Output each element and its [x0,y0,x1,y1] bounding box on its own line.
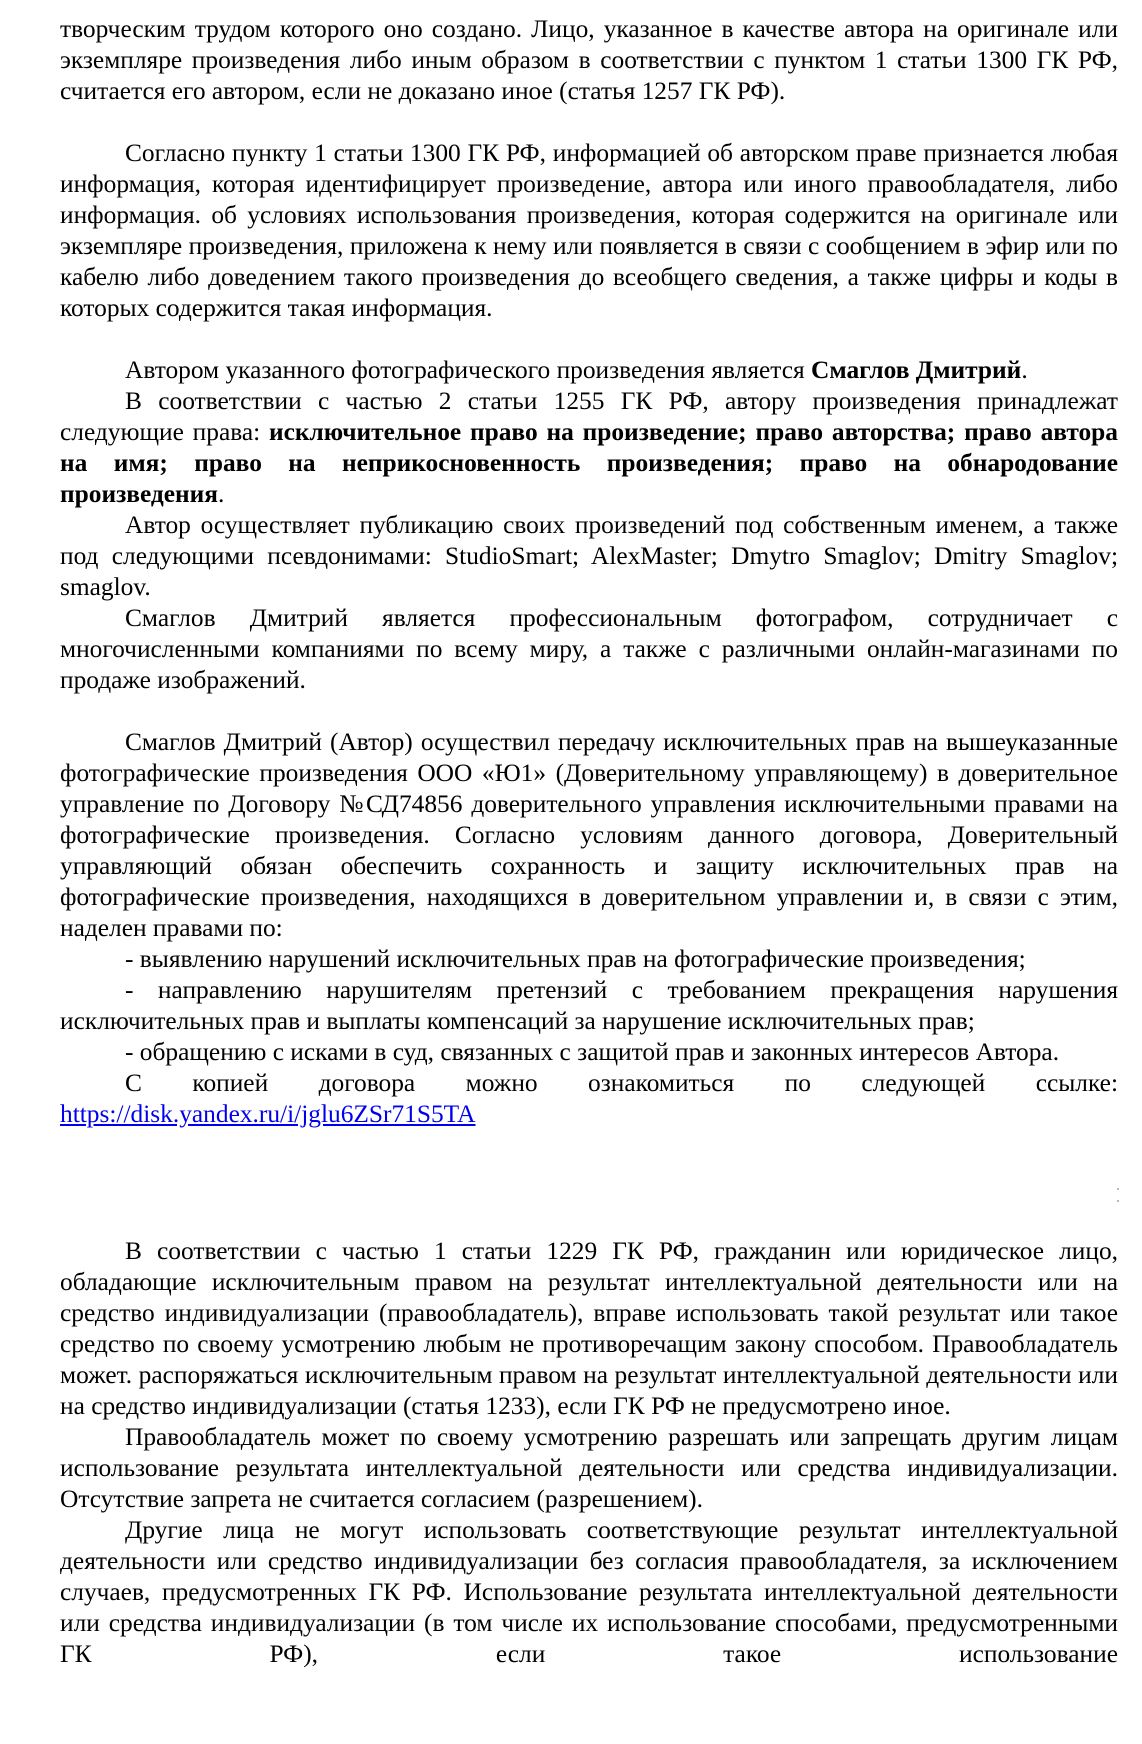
paragraph-permission: Правообладатель может по своему усмотрению разрешать или запрещать другим лицам использование результата интеллектуальной деятельности или средства индивидуализации. Отсутствие запрета не считается согласием (разрешением). [60,1423,1118,1513]
contract-link-line [60,1099,1118,1130]
paragraph-author-definition: творческим трудом которого оно создано. Лицо, указанное в качестве автора на оригинале или экземпляре произведения либо иным образом в соответствии с пунктом 1 статьи 1300 ГК РФ, считается его автором, если не доказано иное (статья 1257 ГК РФ). [60,15,1118,105]
rights-intro-text: В соответствии с частью 2 статьи 1255 ГК РФ, автору произведения принадлежат следующие права: [60,387,1118,446]
paragraph-exclusive-right: В соответствии с частью 1 статьи 1229 ГК РФ, гражданин или юридическое лицо, обладающие исключительным правом на результат интеллектуальной деятельности или на средство индивидуализации (правообладатель), вправе использовать такой результат или такое средство по своему усмотрению любым не противоречащим закону способом. Правообладатель может. распоряжаться исключительным правом на результат интеллектуальной деятельности или на средство индивидуализации (статья 1233), если ГК РФ не предусмотрено иное. [60,1237,1118,1420]
document-page [60,14,1118,1670]
blank-line [60,696,1118,727]
scan-artifact-dot [1117,1188,1119,1190]
blank-space [60,1130,1118,1236]
paragraph-photographer: Смаглов Дмитрий является профессиональным фотографом, сотрудничает с многочисленными компаниями по всему миру, а также с различными онлайн-магазинами по продаже изображений. [60,604,1118,694]
blank-line [60,324,1118,355]
author-intro-text: Автором указанного фотографического произведения является [125,356,811,384]
period: . [218,480,225,508]
blank-line [60,107,1118,138]
paragraph-pseudonyms: Автор осуществляет публикацию своих произведений под собственным именем, а также под следующими псевдонимами: StudioSmart; AlexMaster; Dmytro Smaglov; Dmitry Smaglov; smaglov. [60,511,1118,601]
contract-link[interactable]: https://disk.yandex.ru/i/jglu6ZSr71S5TA [60,1100,476,1128]
scan-artifact-dot [1117,1200,1119,1202]
paragraph-trust-management: Смаглов Дмитрий (Автор) осуществил передачу исключительных прав на вышеуказанные фотографические произведения ООО «Ю1» (Доверительному управляющему) в доверительное управление по Договору №СД74856 доверительного управления исключительными правами на фотографические произведения. Согласно условиям данного договора, Доверительный управляющий обязан обеспечить сохранность и защиту исключительных прав на фотографические произведения, находящихся в доверительном управлении и, в связи с этим, наделен правами по: [60,728,1118,942]
period: . [1021,356,1028,384]
author-name: Смаглов Дмитрий [811,356,1022,384]
list-item-send-claims: - направлению нарушителям претензий с требованием прекращения нарушения исключительных прав и выплаты компенсаций за нарушение исключительных прав; [60,976,1118,1035]
paragraph-contract-copy: С копией договора можно ознакомиться по следующей ссылке: [125,1069,1118,1097]
rights-list-bold: исключительное право на произведение; право авторства; право автора на имя; право на неприкосновенность произведения; право на обнародование произведения [60,418,1118,508]
paragraph-author-name [60,355,1118,386]
list-item-detect-violations: - выявлению нарушений исключительных прав на фотографические произведения; [125,945,1026,973]
paragraph-author-rights [60,386,1118,510]
paragraph-copyright-info: Согласно пункту 1 статьи 1300 ГК РФ, информацией об авторском праве признается любая информация, которая идентифицирует произведение, автора или иного правообладателя, либо информация. об условиях использования произведения, которая содержится на оригинале или экземпляре произведения, приложена к нему или появляется в связи с сообщением в эфир или по кабелю либо доведением такого произведения до всеобщего сведения, а также цифры и коды в которых содержится такая информация. [60,139,1118,322]
list-item-lawsuits: - обращению с исками в суд, связанных с защитой прав и законных интересов Автора. [125,1038,1060,1066]
paragraph-others-use: Другие лица не могут использовать соответствующие результат интеллектуальной деятельности или средство индивидуализации без согласия правообладателя, за исключением случаев, предусмотренных ГК РФ. Использование результата интеллектуальной деятельности или средства индивидуализации (в том числе их использование способами, предусмотренными ГК РФ), если такое использование [60,1516,1118,1668]
